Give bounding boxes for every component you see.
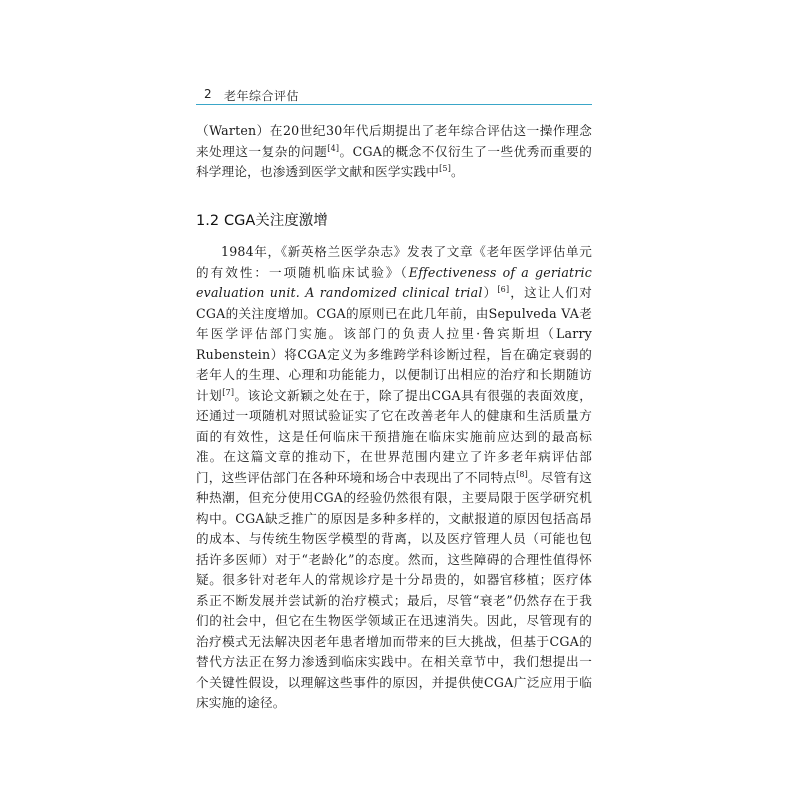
running-header	[196, 86, 592, 105]
paragraph-2	[196, 242, 592, 714]
running-title: 老年综合评估	[224, 89, 300, 103]
citation-7: [7]	[222, 387, 235, 397]
paragraph-2-text-c: ，这让人们对CGA的关注度增加。CGA的原则已在此几年前，由Sepulveda VA老年医学评估部门实施。该部门的负责人拉里·鲁宾斯坦（Larry Rubenstein）将CGA定义为多维跨学科诊断过程，旨在确定衰弱的老年人的生理、心理和功能能力，以便制订出相应的治疗和长期随访计划	[196, 285, 593, 403]
paragraph-2-text-b: ）	[482, 285, 498, 300]
section-number: 1.2	[196, 213, 220, 229]
citation-6: [6]	[497, 285, 510, 294]
paragraph-2-text-d: 。该论文新颖之处在于，除了提出CGA具有很强的表面效度，还通过一项随机对照试验证实了它在改善老年人的健康和生活质量方面的有效性，这是任何临床干预措施在临床实施前应达到的最高标准。在这篇文章的推动下，在世界范围内建立了许多老年病评估部门，这些评估部门在各种环境和场合中表现出了不同特点	[196, 387, 592, 485]
section-heading	[196, 209, 592, 230]
paragraph-1-text-a: （Warten）在20世纪30年代后期提出了老年综合评估这一操作理念来处理这一复杂的问题	[196, 123, 592, 159]
citation-4: [4]	[327, 143, 340, 153]
citation-8: [8]	[516, 469, 528, 479]
section-title: CGA关注度激增	[224, 213, 328, 229]
article-title-italic: Effectiveness of a geriatric evaluation unit. A randomized clinical trial	[196, 264, 592, 300]
paragraph-2-text-a: 1984年，《新英格兰医学杂志》发表了文章《老年医学评估单元的有效性：一项随机临床试验》（	[196, 244, 592, 280]
page-number: 2	[204, 87, 212, 101]
paragraph-1-text-b: 。CGA的概念不仅衍生了一些优秀而重要的科学理论，也渗透到医学文献和医学实践中	[196, 143, 593, 179]
paragraph-2-text-e: 。尽管有这种热潮，但充分使用CGA的经验仍然很有限，主要局限于医学研究机构中。CGA缺乏推广的原因是多种多样的，文献报道的原因包括高昂的成本、与传统生物医学模型的背离，以及医疗管理人员（可能也包括许多医师）对于“老龄化”的态度。然而，这些障碍的合理性值得怀疑。很多针对老年人的常规诊疗是十分昂贵的，如器官移植；医疗体系正不断发展并尝试新的治疗模式；最后，尽管“衰老”仍然存在于我们的社会中，但它在生物医学领域正在迅速消失。因此，尽管现有的治疗模式无法解决因老年患者增加而带来的巨大挑战，但基于CGA的替代方法正在努力渗透到临床实践中。在相关章节中，我们想提出一个关键性假设，以理解这些事件的原因，并提供使CGA广泛应用于临床实施的途径。	[196, 469, 593, 710]
paragraph-1-text-c: 。	[451, 164, 464, 179]
paragraph-1	[196, 121, 592, 183]
citation-5: [5]	[439, 164, 452, 173]
